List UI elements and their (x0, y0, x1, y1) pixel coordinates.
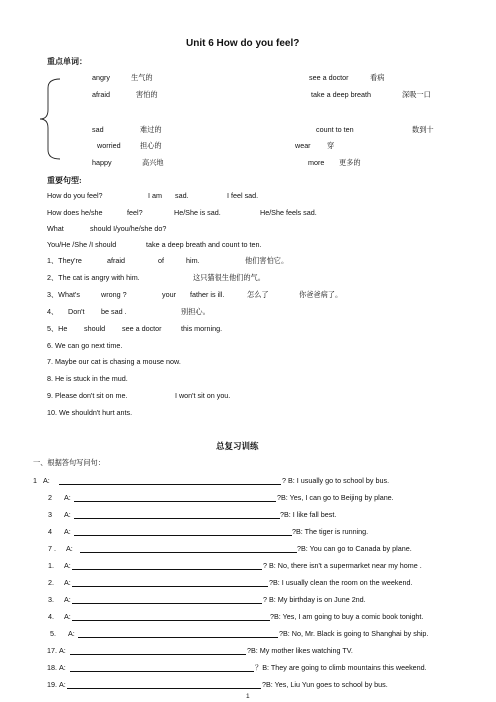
question-prefix: A: (67, 629, 75, 638)
question-prefix: A: (59, 680, 66, 689)
answer-blank[interactable] (80, 552, 297, 553)
exercise-number: 17. (47, 646, 57, 655)
vocab-item: see a doctor (309, 73, 349, 82)
question-prefix: A: (59, 646, 66, 655)
sentence-translation: 你爸爸病了。 (299, 291, 343, 299)
answer-blank[interactable] (72, 603, 262, 604)
answer-blank[interactable] (72, 569, 262, 570)
sentence-translation: 这只猫很生他们的气。 (193, 274, 265, 282)
answer-text: ?B: I like fall best. (280, 510, 337, 519)
sentence-line: 9. Please don't sit on me. (47, 391, 128, 400)
exercise-number: 3 (48, 510, 52, 519)
question-prefix: A: (63, 493, 71, 502)
vocab-heading: 重点单词： (47, 57, 87, 66)
sentence-line: him. (186, 256, 200, 265)
sentence-translation: 别担心。 (181, 308, 210, 316)
vocab-item: happy (92, 158, 112, 167)
answer-text: ?B: You can go to Canada by plane. (297, 544, 412, 553)
sentence-translation: 他们害怕它。 (245, 257, 289, 265)
sentence-line: 1、They're (47, 256, 82, 265)
pattern-line: How does he/she (47, 208, 103, 217)
answer-blank[interactable] (70, 654, 246, 655)
answer-blank[interactable] (59, 484, 281, 485)
exercise-row (48, 561, 71, 570)
sentence-line: 2、The cat is angry with him. (47, 273, 140, 282)
exercise-number: 3. (48, 595, 54, 604)
exercise-row (47, 663, 66, 672)
answer-blank[interactable] (74, 518, 280, 519)
pattern-line: should I/you/he/she do? (90, 224, 167, 233)
answer-blank[interactable] (78, 637, 278, 638)
vocab-item: count to ten (316, 125, 354, 134)
vocab-item: take a deep breath (311, 90, 371, 99)
vocab-meaning: 深吸一口 (402, 91, 431, 99)
answer-text: ? B: My birthday is on June 2nd. (263, 595, 366, 604)
answer-text: ? B: No, there isn't a supermarket near my home . (263, 561, 422, 570)
question-prefix: A: (63, 527, 71, 536)
left-brace (38, 78, 62, 160)
pattern-line: feel? (127, 208, 143, 217)
pattern-line: take a deep breath and count to ten. (146, 240, 262, 249)
exercise-row (48, 578, 71, 587)
vocab-meaning: 生气的 (131, 74, 153, 82)
answer-blank[interactable] (67, 688, 261, 689)
sentence-line: wrong ? (101, 290, 127, 299)
answer-blank[interactable] (70, 671, 254, 672)
exercise-number: 7 . (48, 544, 56, 553)
sentence-line: your (162, 290, 176, 299)
sentence-line: 7. Maybe our cat is chasing a mouse now. (47, 357, 181, 366)
question-prefix: A: (59, 663, 66, 672)
sentence-line: of (158, 256, 164, 265)
exercise-row (33, 476, 50, 485)
sentence-translation: 怎么了 (247, 291, 269, 299)
answer-text: ?B: The tiger is running. (292, 527, 369, 536)
sentence-line: 8. He is stuck in the mud. (47, 374, 128, 383)
answer-text: ?B: Yes, Liu Yun goes to school by bus. (262, 680, 388, 689)
question-prefix: A: (66, 544, 73, 553)
answer-blank[interactable] (72, 620, 270, 621)
vocab-item: afraid (92, 90, 110, 99)
pattern-line: I feel sad. (227, 191, 259, 200)
vocab-item: more (308, 158, 325, 167)
pattern-line: He/She is sad. (174, 208, 221, 217)
answer-text: ? B: I usually go to school by bus. (282, 476, 390, 485)
pattern-line: sad. (175, 191, 189, 200)
exercise-heading: 一、根据答句写问句： (33, 459, 105, 467)
exercise-row (48, 612, 71, 621)
vocab-meaning: 更多的 (339, 159, 361, 167)
exercise-row (48, 510, 71, 519)
vocab-meaning: 看病 (370, 74, 385, 82)
pattern-line: You/He /She /I should (47, 240, 117, 249)
exercise-row (50, 629, 75, 638)
answer-text: ?B: I usually clean the room on the weekend. (269, 578, 413, 587)
vocab-meaning: 高兴地 (142, 159, 164, 167)
exercise-number: 2. (48, 578, 54, 587)
exercise-row (48, 527, 71, 536)
sentence-line: father is ill. (190, 290, 225, 299)
sentence-line: 3、What's (47, 290, 80, 299)
vocab-meaning: 害怕的 (136, 91, 158, 99)
sentence-line: Don't (68, 307, 85, 316)
answer-blank[interactable] (72, 586, 268, 587)
answer-blank[interactable] (74, 535, 292, 536)
vocab-item: worried (97, 141, 121, 150)
vocab-meaning: 担心的 (140, 142, 162, 150)
page-title: Unit 6 How do you feel? (186, 38, 300, 49)
sentence-line: be sad . (101, 307, 127, 316)
sentence-heading: 重要句型: (47, 176, 82, 185)
question-prefix: A: (43, 476, 50, 485)
question-prefix: A: (64, 578, 71, 587)
sentence-line: 5、He (47, 324, 68, 333)
vocab-meaning: 穿 (327, 142, 335, 150)
sentence-line: should (84, 324, 106, 333)
sentence-line: 6. We can go next time. (47, 341, 123, 350)
question-prefix: A: (63, 510, 71, 519)
question-prefix: A: (64, 612, 71, 621)
vocab-item: wear (295, 141, 311, 150)
sentence-line: afraid (107, 256, 125, 265)
vocab-meaning: 数到十 (412, 126, 434, 134)
pattern-line: What (47, 224, 64, 233)
question-prefix: A: (64, 561, 71, 570)
sentence-line: 10. We shouldn't hurt ants. (47, 408, 133, 417)
answer-blank[interactable] (74, 501, 276, 502)
exercise-number: 18. (47, 663, 57, 672)
sentence-line: 4、 (47, 307, 59, 316)
sentence-line: this morning. (181, 324, 223, 333)
exercise-number: 1 (33, 476, 37, 485)
pattern-line: He/She feels sad. (260, 208, 317, 217)
vocab-item: angry (92, 73, 110, 82)
pattern-line: How do you feel? (47, 191, 103, 200)
review-heading: 总复习训练 (216, 441, 259, 451)
answer-text: ?B: Yes, I am going to buy a comic book tonight. (270, 612, 424, 621)
exercise-row (48, 544, 73, 553)
pattern-line: I am (148, 191, 162, 200)
exercise-number: 1. (48, 561, 54, 570)
exercise-row (48, 493, 71, 502)
answer-text: ?B: Yes, I can go to Beijing by plane. (277, 493, 394, 502)
exercise-row (47, 646, 66, 655)
sentence-line: I won't sit on you. (175, 391, 231, 400)
exercise-number: 19. (47, 680, 57, 689)
exercise-number: 4. (48, 612, 54, 621)
answer-text: ？B: They are going to climb mountains this weekend. (255, 663, 427, 672)
page-number: 1 (246, 693, 250, 700)
exercise-row (47, 680, 66, 689)
answer-text: ?B: No, Mr. Black is going to Shanghai by ship. (279, 629, 429, 638)
exercise-number: 5. (50, 629, 56, 638)
question-prefix: A: (64, 595, 71, 604)
sentence-line: see a doctor (122, 324, 162, 333)
exercise-number: 2 (48, 493, 52, 502)
vocab-meaning: 难过的 (140, 126, 162, 134)
vocab-item: sad (92, 125, 104, 134)
exercise-number: 4 (48, 527, 52, 536)
answer-text: ?B: My mother likes watching TV. (247, 646, 353, 655)
exercise-row (48, 595, 71, 604)
